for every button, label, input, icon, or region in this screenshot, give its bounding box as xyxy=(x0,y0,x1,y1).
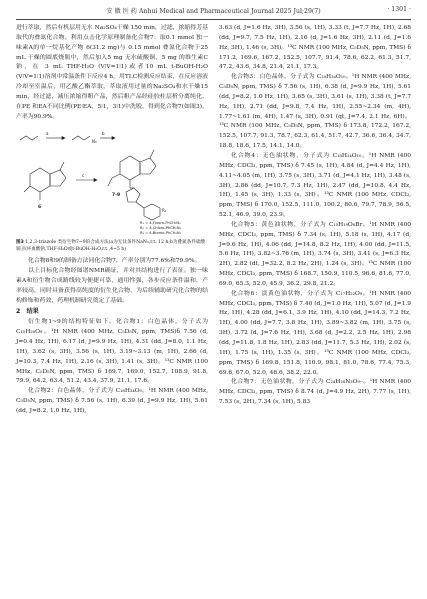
page-number: · 1301 · xyxy=(387,6,411,13)
paragraph: 衍生物1~9的结构特征如下。化合物1：白色晶体，分子式为 C₁₅H₂₀O₉。¹H NMR (400 MHz, C₅D₅N, ppm, TMS)δ 7.56 (d, J=0.4 Hz, 1H), 6.17 (d, J=9.9 Hz, 1H), 4.31 (dd, J=8.0, 1.1 Hz, 1H), 3.62 (s, 3H), 3.56 (s, 1H), 3.19~3.13 (m, 1H), 2.66 (d, J=10.3, 7.4 Hz, 1H), 2.16 (s, 3H), 1.41 (s, 3H)。¹³C NMR (100 MHz, C₅D₅N, ppm, TMS) δ 169.7, 169.0, 152.7, 108.9, 91.8, 79.9, 64.2, 63.4, 51.2, 43.4, 37.9, 21.1, 17.6。 xyxy=(16,319,208,385)
legend-r2: R₂ = 4-Chloro-PhCH₂N₃ xyxy=(140,226,181,231)
reaction-scheme xyxy=(16,126,208,238)
step-label-a: a xyxy=(46,131,49,137)
synthesis-scheme-figure xyxy=(16,126,208,238)
legend-r1: R₁ = 4-Fluoro-PhCH₂N₃ xyxy=(140,221,181,226)
paragraph: 化合物4：无色油状物，分子式为 C₁₈H₂₄O₁₀。¹H NMR (400 MHz, CDCl₃, ppm, TMS) δ 7.45 (s, 1H), 4.84 (d, J=4.4 Hz, 1H), 4.11~4.05 (m, 1H), 3.75 (s, 3H), 3.71 (d, J=4.1 Hz, 1H), 3.48 (s, 3H), 2.86 (dd, J=10.7, 7.3 Hz, 1H), 2.47 (dd, J=10.8, 4.4 Hz, 1H), 1.45 (s, 3H), 1.33 (s, 3H)。¹³C NMR (100 MHz, CDCl₃, ppm, TMS) δ 170.0, 152.5, 111.0, 100.2, 80.6, 79.7, 78.9, 56.5, 52.1, 46.9, 39.0, 23.9。 xyxy=(219,152,411,219)
figure-caption xyxy=(16,240,208,253)
compound-7-9-label: 7-9 xyxy=(112,193,121,199)
azide-label: N₃ xyxy=(92,139,97,145)
legend-r3: R₃ = 4-Bromo-PhCH₂N₃ xyxy=(140,231,182,236)
paragraph: 化合物3：白色晶体，分子式为 C₂₀H₂₄O₁₀。¹H NMR (400 MHz, C₅D₅N, ppm, TMS) δ 7.56 (s, 1H), 6.38 (d, J=9.9 Hz, 1H), 5.61 (dd, J=8.2, 1.0 Hz, 1H), 3.65 (s, 3H), 3.61 (s, 1H), 3.38 (t, J=7.7 Hz, 1H), 2.71 (dd, J=9.8, 7.4 Hz, 1H), 2.55~2.34 (m, 4H), 1.77~1.61 (m, 4H), 1.47 (s, 3H), 0.91 (qt, J=7.4, 2.1 Hz, 6H)。¹³C NMR (100 MHz, C₅D₅N, ppm, TMS) δ 173.8, 172.2, 167.2, 152.5, 107.7, 91.3, 78.7, 62.3, 61.4, 51.7, 42.7, 36.6, 36.4, 34.7, 18.8, 18.6, 17.5, 14.1, 14.0。 xyxy=(219,74,411,150)
step-label-c: c xyxy=(82,173,85,179)
page-header xyxy=(16,6,411,18)
header-rule xyxy=(16,19,411,20)
paragraph: 3.63 (d, J=1.6 Hz, 3H), 3.56 (s, 1H), 3.33 (t, J=7.7 Hz, 1H), 2.68 (dd, J=9.7, 7.5 Hz, 1H), 2.16 (d, J=1.6 Hz, 3H), 2.11 (d, J=1.6 Hz, 3H), 1.46 (s, 3H)。¹³C NMR (100 MHz, C₅D₅N, ppm, TMS) δ 171.2, 169.6, 167.2, 152.5, 107.7, 91.4, 78.6, 62.2, 61.3, 51.7, 47.2, 43.6, 34.8, 21.4, 21.1, 17.3。 xyxy=(219,25,411,71)
step-label-b: b xyxy=(102,131,105,137)
section-heading: 2 结果 xyxy=(16,308,39,316)
paragraph: 以上目标化合物经图谱NMR确证，并对其结构进行了表征。独一味素A和衍生物合成路线较为便捷可靠，通用性强，各步反应条件温和，产率较高，同时具备获得高纯度的衍生化合物，为后续辅助研究化合物的结构修饰和药效、药理机制研究奠定了基础。 xyxy=(16,268,208,304)
paragraph: 进行萃取，然后有机层用无水 Na₂SO₄干燥 150 min，过滤，浓缩得芳基取代的叠氮化合物。利用点击化学原理制备化合物7：取0.1 mmol 独一味素A的单一烷基化产物 6(31.2 mg)与 0.15 mmol 叠氮化合物于25 mL 干燥的圆底烧瓶中，然后加入5 mg 无水硫酸铜，5 mg 的维生素C钠，在 3 mL THF-H₂O (V∶V=1∶1)或者10 mL t-BuOH-H₂O (V∶V=1∶1)溶剂中常温条件下反应4 h，用TLC检测反应结束，在反应溶液冷却至室温后，用乙酸乙酯萃取，萃取液用过量的Na₂SO₄和水干燥15 min，经过滤，减压浓缩得粗产品，然后粗产品经硅胶柱层析分离纯化，在PE 和EA不同比例(PE∶EA，5∶1，3∶1)中洗脱，得到化合物7(如图3)，产率为90.9%。 xyxy=(16,25,208,120)
caption-label: 图3 xyxy=(16,240,24,246)
paragraph: 化合物8和9的制备方法同化合物7，产率分别为77.6%和79.9%。 xyxy=(28,258,201,265)
paragraph: 化合物2：白色晶体，分子式为 C₁₆H₂₄O₉。¹H NMR (400 MHz, C₅D₅N, ppm, TMS) δ 7.56 (s, 1H), 6.39 (d, J=9.9 Hz, 1H), 5.61 (dd, J=8.2, 1.0 Hz, 1H), xyxy=(16,388,208,414)
aryl-r-label: R₁ xyxy=(162,208,167,214)
paragraph: 化合物6：淡黄色油状物，分子式为 C₁₇H₂₂O₉。¹H NMR (400 MHz, CDCl₃, ppm, TMS) δ 7.40 (d, J=1.0 Hz, 1H), 5.07 (d, J=1.9 Hz, 1H), 4.28 (dd, J=6.1, 3.9 Hz, 1H), 4.10 (dd, J=14.3, 7.2 Hz, 1H), 4.00 (dd, J=7.7, 3.8 Hz, 1H), 3.89~3.82 (m, 1H), 3.75 (s, 3H), 3.72 (d, J=7.6 Hz, 1H), 3.68 (d, J=2.2, 2.5 Hz, 1H), 2.98 (dd, J=11.8, 1.8 Hz, 1H), 2.83 (dd, J=11.7, 5.3 Hz, 1H), 2.02 (s, 1H), 1.75 (s, 1H), 1.35 (s, 3H)。¹³C NMR (100 MHz, CDCl₃, ppm, TMS) δ 169.8, 151.8, 110.9, 98.1, 81.0, 78.6, 77.4, 75.3, 69.6, 67.0, 52.0, 48.6, 38.2, 22.0。 xyxy=(219,290,411,376)
left-column xyxy=(16,24,208,417)
paragraph: 化合物7：无色油状物，分子式为 C₂₄H₂₈N₃O₉₋。¹H NMR (400 MHz, CDCl₃, ppm, TMS) δ 8.74 (d, J=4.9 Hz, 2H), 7.77 (s, 1H), 7.53 (s, 2H), 7.34 (s, 1H), 5.83 xyxy=(219,379,411,406)
right-column xyxy=(219,24,411,408)
journal-title: 安 徽 医 药 Anhui Medical and Pharmaceutical Journal 2025 Jul;29(7) xyxy=(106,8,321,15)
compound-6-label: 6 xyxy=(38,205,42,211)
paragraph: 化合物5：黄色油状物，分子式为 C₁₅H₁₉O₈Br。¹H NMR (400 MHz, CDCl₃, ppm, TMS) δ 7.34 (s, 1H), 5.18 (s, 1H), 4.17 (d, J=9.6 Hz, 1H), 4.06 (dd, J=14.8, 8.2 Hz, 1H), 4.00 (dd, J=11.5, 5.6 Hz, 1H), 3.82~3.76 (m, 1H), 3.74 (s, 3H), 3.41 (s, J=6.3 Hz, 2H), 2.82 (dt, J=32.2, 8.2 Hz, 2H), 1.24 (s, 3H)。¹³C NMR (100 MHz, CDCl₃, ppm, TMS) δ 168.7, 150.9, 110.5, 96.6, 81.6, 77.0, 69.0, 65.3, 52.0, 45.9, 36.2, 29.8, 21.2。 xyxy=(219,221,411,287)
caption-text: 1,2,3-triazole 类衍生物7~9的合成方法(a为无钛条件NaN₃,r.t. 12 h;b为叠氮条件硫酸铜,抗坏血酸钠,THF-H₂O或t-BuOH-H₂O,r.t.,4~5 h) xyxy=(16,240,206,252)
